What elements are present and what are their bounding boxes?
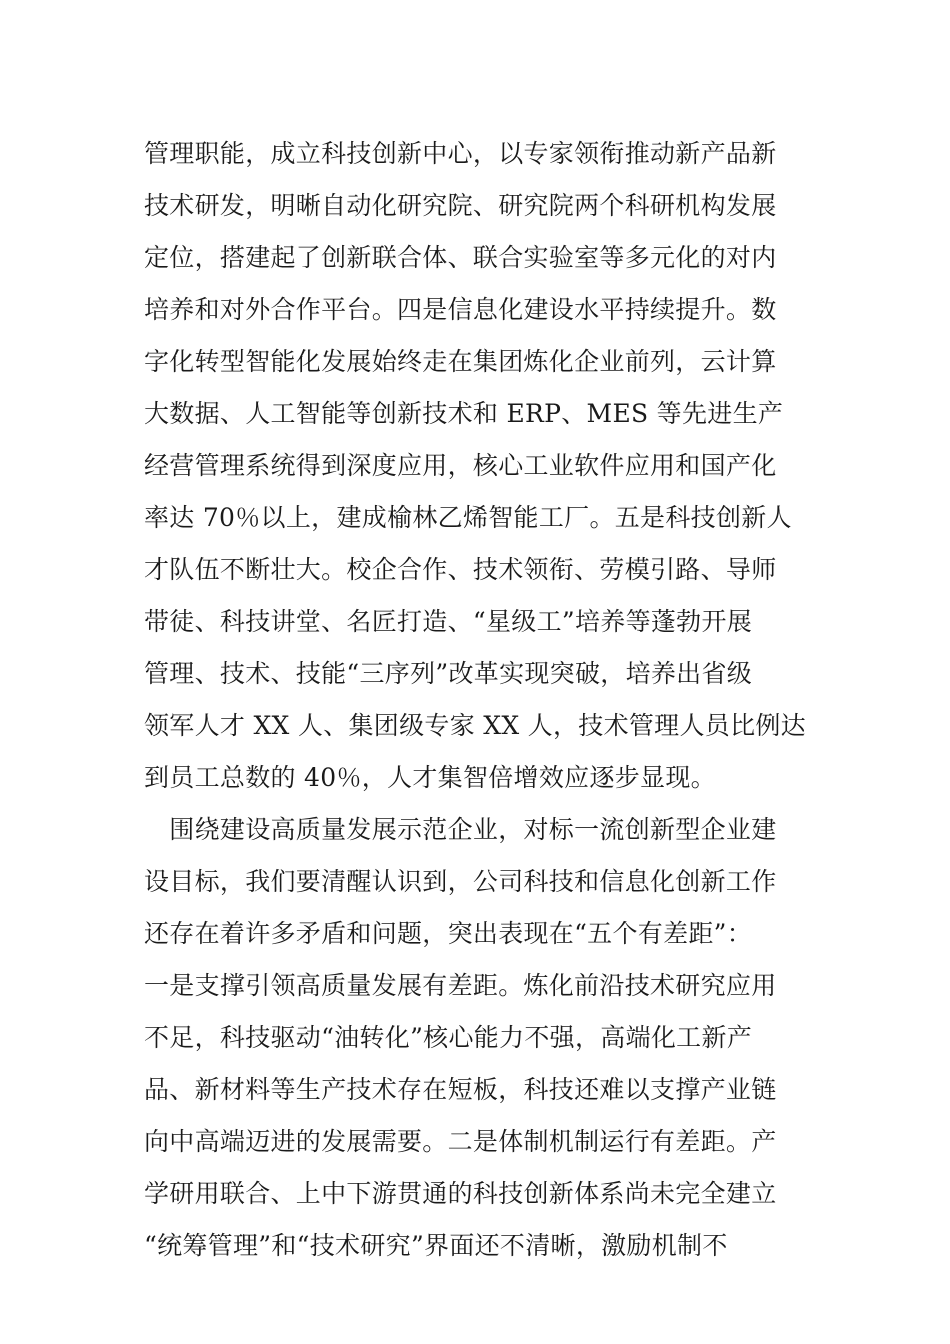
text-line: 一是支撑引领高质量发展有差距。炼化前沿技术研究应用 [144,971,777,1000]
text-line: “统筹管理”和“技术研究”界面还不清晰，激励机制不 [144,1231,728,1260]
text-line: 向中高端迈进的发展需要。二是体制机制运行有差距。产 [144,1127,777,1156]
text-line: 定位，搭建起了创新联合体、联合实验室等多元化的对内 [144,243,777,272]
text-line: 学研用联合、上中下游贯通的科技创新体系尚未完全建立 [144,1179,777,1208]
text-line: 技术研发，明晰自动化研究院、研究院两个科研机构发展 [144,191,777,220]
text-line: 管理职能，成立科技创新中心，以专家领衔推动新产品新 [144,139,777,168]
text-line: 管理、技术、技能“三序列”改革实现突破，培养出省级 [144,659,753,688]
text-line: 围绕建设高质量发展示范企业，对标一流创新型企业建 [144,815,777,844]
body-text [144,128,814,1272]
text-line: 设目标，我们要清醒认识到，公司科技和信息化创新工作 [144,867,777,896]
text-line: 经营管理系统得到深度应用，核心工业软件应用和国产化 [144,451,777,480]
text-line: 字化转型智能化发展始终走在集团炼化企业前列，云计算 [144,347,777,376]
text-line: 领军人才 XX 人、集团级专家 XX 人，技术管理人员比例达 [144,711,806,740]
text-line: 培养和对外合作平台。四是信息化建设水平持续提升。数 [144,295,777,324]
text-line: 才队伍不断壮大。校企合作、技术领衔、劳模引路、导师 [144,555,777,584]
text-line: 不足，科技驱动“油转化”核心能力不强，高端化工新产 [144,1023,753,1052]
text-line: 带徒、科技讲堂、名匠打造、“星级工”培养等蓬勃开展 [144,607,753,636]
text-line: 到员工总数的 40％，人才集智倍增效应逐步显现。 [144,763,716,792]
text-line: 率达 70％以上，建成榆林乙烯智能工厂。五是科技创新人 [144,503,792,532]
text-line: 大数据、人工智能等创新技术和 ERP、MES 等先进生产 [144,399,784,428]
text-line: 品、新材料等生产技术存在短板，科技还难以支撑产业链 [144,1075,777,1104]
text-line: 还存在着许多矛盾和问题，突出表现在“五个有差距”： [144,919,753,948]
